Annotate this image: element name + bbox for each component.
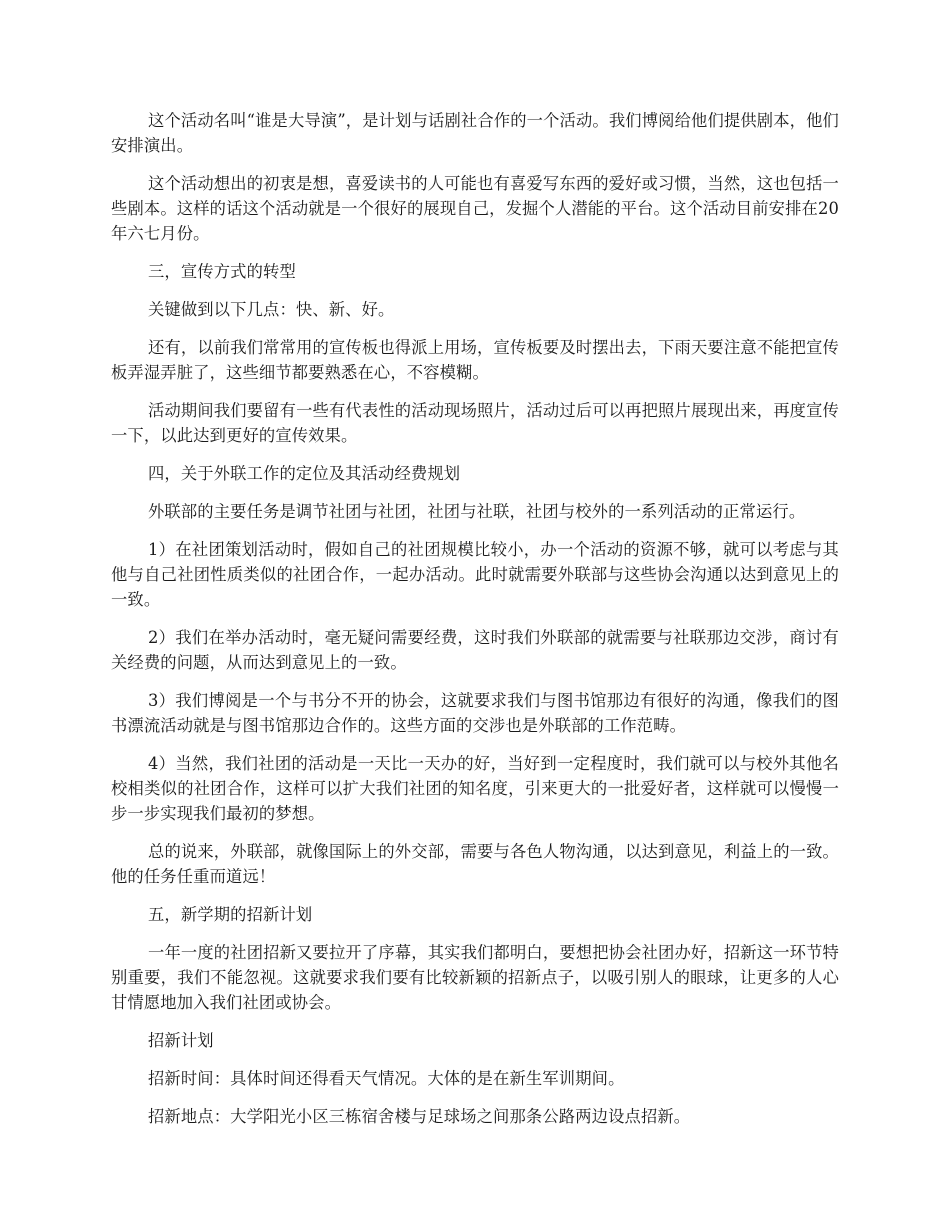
paragraph-summary: 总的说来，外联部，就像国际上的外交部，需要与各色人物沟通，以达到意见，利益上的一致。他的任务任重而道远！ — [111, 842, 839, 886]
section-heading-publicity: 三，宣传方式的转型 — [148, 262, 296, 281]
list-item-1: 1）在社团策划活动时，假如自己的社团规模比较小，办一个活动的资源不够，就可以考虑与其他与自己社团性质类似的社团合作，一起办活动。此时就需要外联部与这些协会沟通以达到意见上的一致。 — [111, 540, 839, 609]
paragraph-activity-name: 这个活动名叫“谁是大导演”，是计划与话剧社合作的一个活动。我们博阅给他们提供剧本，他们安排演出。 — [111, 111, 839, 155]
paragraph-recruitment-location: 招新地点：大学阳光小区三栋宿舍楼与足球场之间那条公路两边设点招新。 — [148, 1107, 691, 1126]
paragraph-recruitment-time: 招新时间：具体时间还得看天气情况。大体的是在新生军训期间。 — [148, 1069, 625, 1088]
section-heading-outreach: 四，关于外联工作的定位及其活动经费规划 — [148, 464, 461, 483]
paragraph-photos: 活动期间我们要留有一些有代表性的活动现场照片，活动过后可以再把照片展现出来，再度宣传一下，以此达到更好的宣传效果。 — [111, 401, 839, 445]
list-item-4: 4）当然，我们社团的活动是一天比一天办的好，当好到一定程度时，我们就可以与校外其他名校相类似的社团合作，这样可以扩大我们社团的知名度，引来更大的一批爱好者，这样就可以慢慢一步一步实现我们最初的梦想。 — [111, 754, 839, 823]
list-item-3: 3）我们博阅是一个与书分不开的协会，这就要求我们与图书馆那边有很好的沟通，像我们的图书漂流活动就是与图书馆那边合作的。这些方面的交涉也是外联部的工作范畴。 — [111, 691, 839, 735]
paragraph-activity-intent: 这个活动想出的初衷是想，喜爱读书的人可能也有喜爱写东西的爱好或习惯，当然，这也包括一些剧本。这样的话这个活动就是一个很好的展现自己，发掘个人潜能的平台。这个活动目前安排在20年六七月份。 — [111, 174, 839, 243]
paragraph-key-points: 关键做到以下几点：快、新、好。 — [148, 300, 395, 319]
paragraph-outreach-task: 外联部的主要任务是调节社团与社团，社团与社联，社团与校外的一系列活动的正常运行。 — [148, 502, 806, 521]
subheading-recruitment-plan: 招新计划 — [148, 1031, 214, 1050]
paragraph-recruitment-intro: 一年一度的社团招新又要拉开了序幕，其实我们都明白，要想把协会社团办好，招新这一环节特别重要，我们不能忽视。这就要求我们要有比较新颖的招新点子，以吸引别人的眼球，让更多的人心甘情愿地加入我们社团或协会。 — [111, 943, 839, 1012]
list-item-2: 2）我们在举办活动时，毫无疑问需要经费，这时我们外联部的就需要与社联那边交涉，商讨有关经费的问题，从而达到意见上的一致。 — [111, 628, 839, 672]
section-heading-recruitment: 五，新学期的招新计划 — [148, 905, 313, 924]
paragraph-publicity-board: 还有，以前我们常常用的宣传板也得派上用场，宣传板要及时摆出去，下雨天要注意不能把宣传板弄湿弄脏了，这些细节都要熟悉在心，不容模糊。 — [111, 338, 839, 382]
document-body — [111, 108, 839, 1142]
